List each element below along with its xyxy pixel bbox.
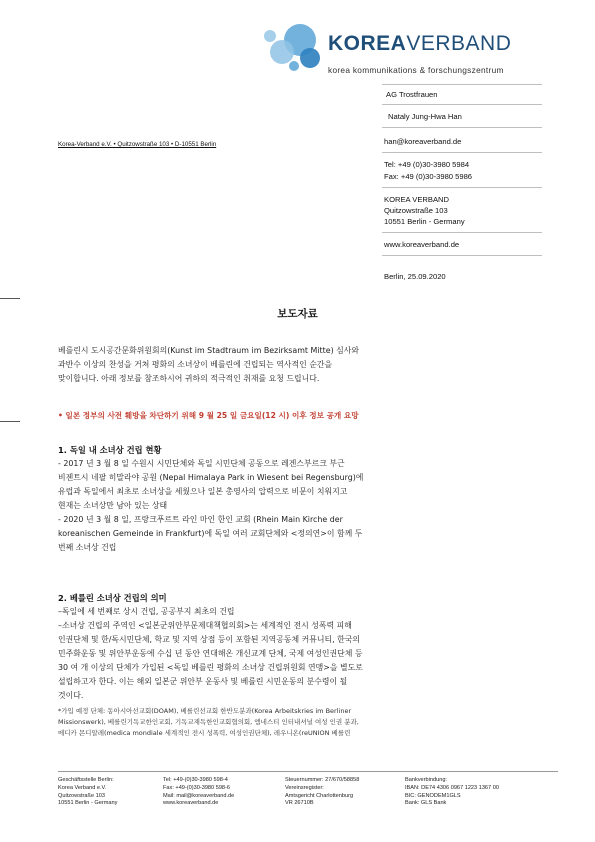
department: AG Trostfrauen xyxy=(386,90,438,99)
footer-line: Korea Verband e.V. xyxy=(58,784,107,791)
text-line: 베를린시 도시공간문화위원회의(Kunst im Stadtraum im Bezirksamt Mitte) 심사와 xyxy=(58,346,360,355)
footnote xyxy=(58,706,578,739)
logo-bold: KOREA xyxy=(328,32,407,55)
footer-line: 10551 Berlin - Germany xyxy=(58,800,118,807)
text-line: –소녀상 건립의 주역인 <일본군위안부문제대책협의회>는 세계적인 전시 성폭력 피해 xyxy=(58,621,352,630)
text-line: 과반수 이상의 찬성을 거쳐 평화의 소녀상이 베를린에 건립되는 역사적인 순간을 xyxy=(58,360,333,369)
text-line: - 2017 년 3 월 8 일 수원시 시민단체와 독일 시민단체 공동으로 레겐스부르크 부근 xyxy=(58,459,345,468)
footer-line: Geschäftsstelle Berlin: xyxy=(58,777,114,783)
text-line: 메디카 몬디알레(medica mondiale 세계적인 전시 성폭력, 여성인권단체), 레우니온(reUNION 베를린 xyxy=(58,729,351,737)
sender-address: Korea-Verband e.V. • Quitzowstraße 103 • D-10551 Berlin xyxy=(58,141,217,148)
section-2-heading: 2. 베를린 소녀상 건립의 의미 xyxy=(58,593,167,603)
fax: Fax: +49 (0)30-3980 5986 xyxy=(384,172,473,181)
footer-col-bank xyxy=(405,777,499,808)
intro-paragraph xyxy=(58,344,558,386)
tel: Tel: +49 (0)30-3980 5984 xyxy=(384,160,470,169)
logo-bubble xyxy=(264,30,276,42)
divider xyxy=(382,232,542,233)
text-line: *가입 예정 단체: 동아시아선교회(DOAM), 베를린선교회 한반도분과(Korea Arbeitskries im Berliner xyxy=(58,707,352,715)
section-2-body xyxy=(58,605,568,703)
website-link[interactable]: www.koreaverband.de xyxy=(384,240,460,249)
logo-bubble xyxy=(289,61,299,71)
email-link[interactable]: han@koreaverband.de xyxy=(384,137,462,146)
footer-line: Tel: +49-(0)30-3980 598-4 xyxy=(163,777,228,783)
section-1-heading: 1. 독일 내 소녀상 건립 현황 xyxy=(58,445,162,455)
footer-col-address xyxy=(58,777,117,808)
text-line: 인권단체 및 한/독시민단체, 학교 및 지역 상점 등이 포함된 지역공동체 커뮤니티, 한국의 xyxy=(58,635,361,644)
text-line: 번째 소녀상 건립 xyxy=(58,543,117,552)
text-line: 현재는 소녀상만 남아 있는 상태 xyxy=(58,501,168,510)
text-line: 30 여 개 이상의 단체가 가입된 <독일 베를린 평화의 소녀상 건립위원회 연맹>을 별도로 xyxy=(58,663,363,672)
text-line: 민주화운동 및 위안부운동에 수십 년 동안 연대해온 개신교계 단체, 국제 여성인권단체 등 xyxy=(58,649,363,658)
logo-subtitle: korea kommunikations & forschungszentrum xyxy=(328,65,504,75)
divider xyxy=(382,127,542,128)
org-line: KOREA VERBAND xyxy=(384,195,449,204)
org-line: 10551 Berlin - Germany xyxy=(384,217,465,226)
logo-wordmark xyxy=(328,33,511,54)
date: Berlin, 25.09.2020 xyxy=(384,272,446,281)
contact-name: Nataly Jung-Hwa Han xyxy=(388,112,462,121)
divider xyxy=(382,255,542,256)
text-line: - 2020 년 3 월 8 일, 프랑크푸르트 라인 마인 한인 교회 (Rhein Main Kirche der xyxy=(58,515,343,524)
embargo-notice: • 일본 정부의 사전 훼방을 차단하기 위해 9 월 25 일 금요일(12 시) 이후 정보 공개 요망 xyxy=(58,411,359,420)
footer-line: Bankverbindung: xyxy=(405,777,447,783)
logo-light: VERBAND xyxy=(406,32,512,55)
fold-mark xyxy=(0,298,20,299)
text-line: 것이다. xyxy=(58,691,84,700)
divider xyxy=(382,187,542,188)
footer-line: Mail: mail@koreaverband.de xyxy=(163,792,235,799)
footer-col-contact xyxy=(163,777,234,808)
footer-line: Vereinsregister: xyxy=(285,784,324,791)
logo-bubbles xyxy=(258,22,330,74)
divider xyxy=(382,84,542,85)
text-line: Missionswerk), 베를린기독교한인교회, 기독교재독한인교회협의회, 엠네스티 인터내셔널 여성 인권 분과, xyxy=(58,718,359,726)
footer-line: Fax: +49-(0)30-3980 598-6 xyxy=(163,784,231,791)
footer-line: Steuernummer: 27/670/58858 xyxy=(285,777,360,783)
divider xyxy=(382,104,542,105)
footer-line: BIC: GENODEM1GLS xyxy=(405,792,461,799)
text-line: –독일에 세 번째로 상시 건립, 공공부지 최초의 건립 xyxy=(58,607,235,616)
footer-col-registry xyxy=(285,777,359,808)
text-line: koreanischen Gemeinde in Frankfurt)에 독일 여러 교회단체와 <정의연>이 함께 두 xyxy=(58,529,363,538)
page-title: 보도자료 xyxy=(277,308,318,320)
divider xyxy=(382,152,542,153)
section-1-body xyxy=(58,457,558,555)
footer-line: Bank: GLS Bank xyxy=(405,800,447,807)
footer-line: VR 26710B xyxy=(285,800,314,807)
footer-line: www.koreaverband.de xyxy=(163,800,219,807)
footer-divider xyxy=(58,771,558,772)
text-line: 맞이합니다. 아래 정보를 참조하시어 귀하의 적극적인 취재를 요청 드립니다. xyxy=(58,374,320,383)
org-line: Quitzowstraße 103 xyxy=(384,206,448,215)
footer-line: IBAN: DE74 4306 0967 1223 1367 00 xyxy=(405,784,499,791)
logo-bubble xyxy=(270,40,294,64)
logo-bubble xyxy=(300,48,320,68)
fold-mark xyxy=(0,421,20,422)
footer-line: Quitzowstraße 103 xyxy=(58,792,105,799)
text-line: 유럽과 독일에서 최초로 소녀상을 세웠으나 일본 총영사의 압력으로 비문이 치워지고 xyxy=(58,487,348,496)
footer-line: Amtsgericht Charlottenburg xyxy=(285,792,354,799)
text-line: 설립하고자 한다. 이는 해외 일본군 위안부 운동사 및 베를린 시민운동의 분수령이 될 xyxy=(58,677,348,686)
text-line: 비젠트시 네팔 히말라야 공원 (Nepal Himalaya Park in Wiesent bei Regensburg)에 xyxy=(58,473,364,482)
